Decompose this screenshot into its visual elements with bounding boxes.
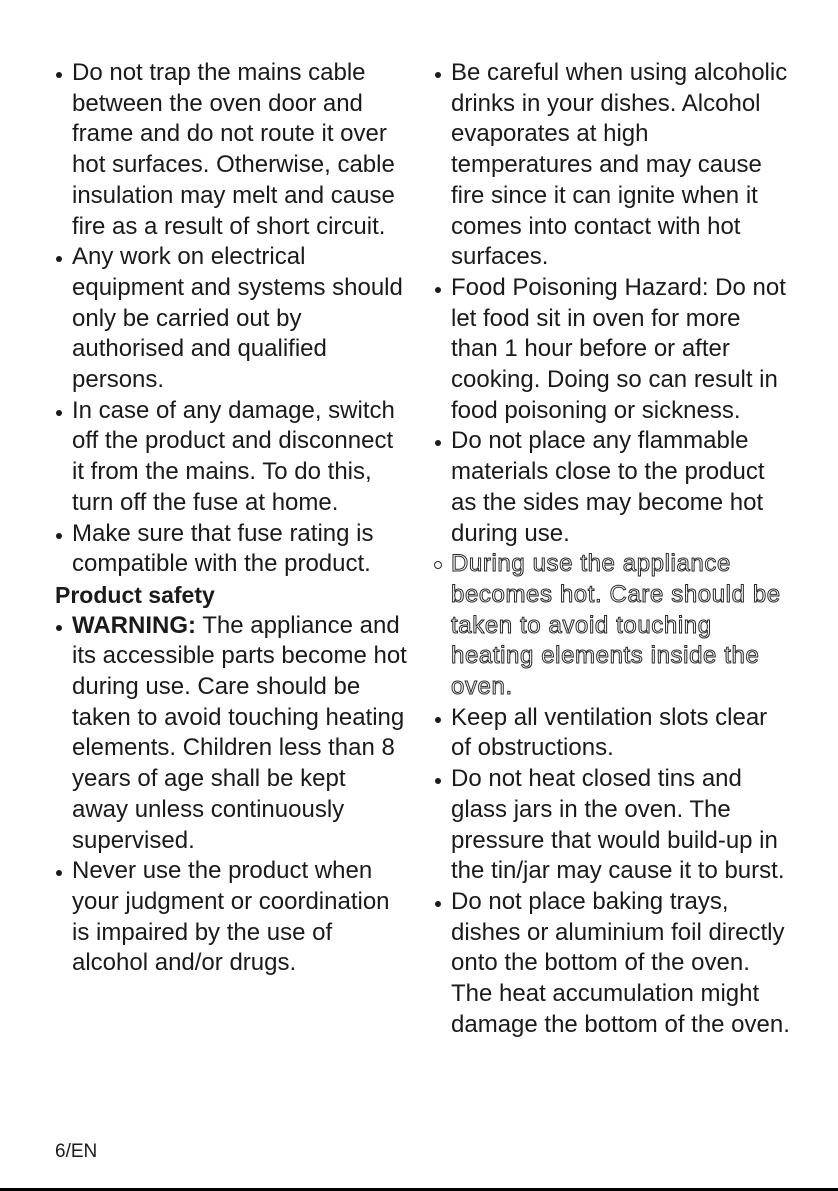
safety-list-left-bottom [55,611,407,979]
list-item: Be careful when using alcoholic drinks in your dishes. Alcohol evaporates at high temperatures and may cause fire since it can ignite when it comes into contact with hot surfaces. [434,58,790,273]
list-item: Never use the product when your judgment or coordination is impaired by the use of alcohol and/or drugs. [55,856,407,979]
section-heading-product-safety: Product safety [55,581,215,608]
list-item: Do not place any flammable materials close to the product as the sides may become hot during use. [434,426,790,549]
list-item: Do not place baking trays, dishes or aluminium foil directly onto the bottom of the oven. The heat accumulation might damage the bottom of the oven. [434,887,790,1041]
list-item: Any work on electrical equipment and systems should only be carried out by authorised and qualified persons. [55,242,407,396]
safety-list-right [434,58,790,1041]
list-item: Food Poisoning Hazard: Do not let food sit in oven for more than 1 hour before or after cooking. Doing so can result in food poisoning or sickness. [434,273,790,427]
list-item: Keep all ventilation slots clear of obstructions. [434,703,790,764]
list-item-outlined: During use the appliance becomes hot. Care should be taken to avoid touching heating elements inside the oven. [434,549,790,703]
list-item: Do not heat closed tins and glass jars in the oven. The pressure that would build-up in the tin/jar may cause it to burst. [434,764,790,887]
left-column [55,58,407,979]
warning-item [55,611,407,857]
list-item: Make sure that fuse rating is compatible with the product. [55,519,407,580]
warning-label: WARNING: [72,611,196,639]
warning-text: The appliance and its accessible parts become hot during use. Care should be taken to avoid touching heating elements. Children less than 8 years of age shall be kept away unless continuously supervised. [72,611,407,854]
right-column [434,58,790,1041]
list-item: Do not trap the mains cable between the oven door and frame and do not route it over hot surfaces. Otherwise, cable insulation may melt and cause fire as a result of short circuit. [55,58,407,242]
page-number: 6/EN [55,1141,98,1162]
list-item: In case of any damage, switch off the product and disconnect it from the mains. To do this, turn off the fuse at home. [55,396,407,519]
safety-list-left-top [55,58,407,580]
